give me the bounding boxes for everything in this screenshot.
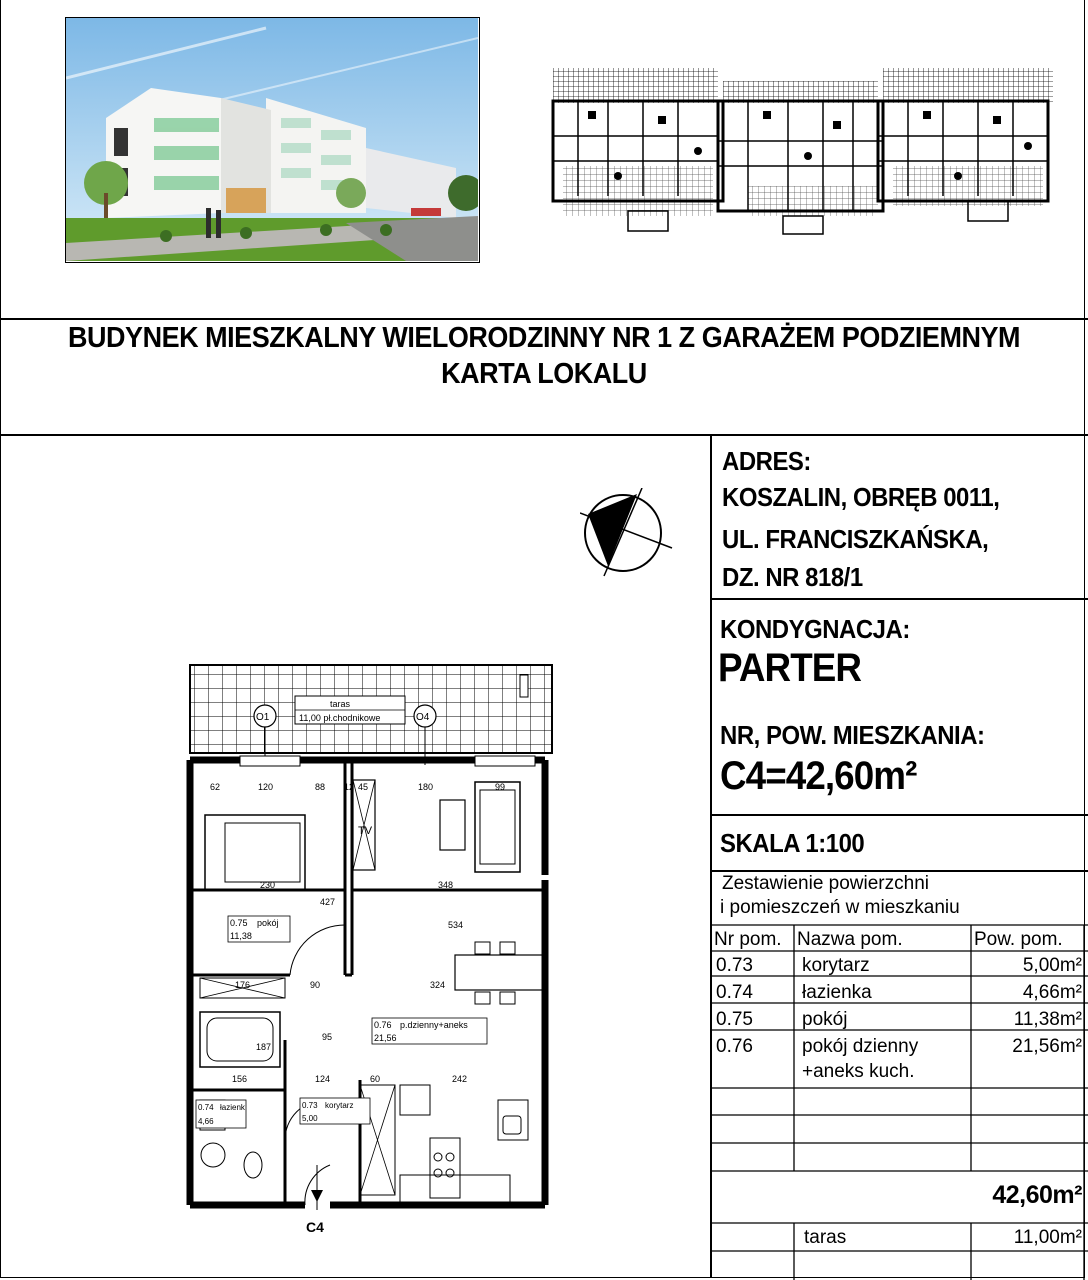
room-073-nr: 0.73 [302,1101,318,1110]
storey-value: PARTER [718,646,862,690]
dimension-label: 176 [235,980,251,990]
dimension-label: 99 [495,782,506,792]
room-074-nr: 0.74 [198,1103,214,1112]
table-cell: 5,00m² [1022,955,1082,976]
table-cell: 0.73 [716,955,753,976]
dimension-label: 242 [452,1074,468,1084]
dimension-label: 120 [258,782,274,792]
apartment-floor-plan [180,660,560,1240]
table-cell: 0.74 [716,982,753,1003]
table-heading: i pomieszczeń w mieszkaniu [720,897,960,918]
dimension-label: 427 [320,897,336,907]
room-076-nr: 0.76 [374,1020,392,1030]
address-label: ADRES: [722,446,811,476]
terrace-tag-area: 11,00 pł.chodnikowe [299,713,381,723]
terrace-area: 11,00m² [1013,1227,1082,1248]
address-line-3: DZ. NR 818/1 [722,562,863,592]
storey-label: KONDYGNACJA: [720,614,910,644]
table-cell: 11,38m² [1013,1009,1082,1030]
terrace-tag: taras [330,699,351,709]
tv-label: TV [358,825,373,837]
apartment-value: C4=42,60m² [720,754,917,798]
total-area: 42,60m² [992,1181,1082,1209]
room-073-name: korytarz [325,1101,354,1110]
divider [712,870,1088,872]
dimension-label: 348 [438,880,454,890]
dimension-label: 534 [448,920,464,930]
dimension-label: 62 [210,782,221,792]
column-header: Nr pom. [714,929,782,950]
axis-right-marker: O4 [416,712,430,723]
divider [712,598,1088,600]
room-076-name: p.dzienny+aneks [400,1020,468,1030]
dimension-label: 95 [322,1032,333,1042]
apartment-label: NR, POW. MIESZKANIA: [720,720,985,750]
north-arrow-icon [580,488,675,578]
building-rendering-image [65,17,480,263]
divider [0,434,1088,436]
page-subtitle: KARTA LOKALU [441,358,647,390]
room-075-area: 11,38 [230,931,252,941]
room-075-name: pokój [257,918,279,928]
room-074-area: 4,66 [198,1117,214,1126]
dimension-label: 12 [344,782,355,792]
divider [712,814,1088,816]
terrace-label: taras [804,1227,847,1248]
dimension-label: 45 [358,782,369,792]
building-floorplan-thumbnail [548,66,1058,236]
dimension-label: 124 [315,1074,331,1084]
room-074-name: łazienk [220,1103,245,1112]
table-cell: 4,66m² [1022,982,1082,1003]
table-cell: 0.75 [716,1009,753,1030]
table-cell: łazienka [802,982,872,1003]
table-cell: +aneks kuch. [802,1061,915,1082]
scale-label: SKALA 1:100 [720,828,865,858]
dimension-label: 230 [260,880,276,890]
room-073-area: 5,00 [302,1114,318,1123]
dimension-label: 90 [310,980,321,990]
dimension-label: 180 [418,782,434,792]
entrance-label: C4 [306,1219,324,1235]
table-heading: Zestawienie powierzchni [722,873,929,894]
table-cell: korytarz [802,955,870,976]
page-title: BUDYNEK MIESZKALNY WIELORODZINNY NR 1 Z GARAŻEM PODZIEMNYM [68,322,1020,354]
column-header: Nazwa pom. [797,929,903,950]
address-line-2: UL. FRANCISZKAŃSKA, [722,524,989,554]
axis-left-marker: O1 [256,712,270,723]
address-line-1: KOSZALIN, OBRĘB 0011, [722,482,1000,512]
title-block [0,320,1088,392]
dimension-label: 187 [256,1042,272,1052]
dimension-label: 324 [430,980,446,990]
column-header: Pow. pom. [974,929,1063,950]
room-075-nr: 0.75 [230,918,248,928]
room-076-area: 21,56 [374,1033,397,1043]
dimension-label: 60 [370,1074,381,1084]
dimension-label: 156 [232,1074,248,1084]
table-cell: 21,56m² [1012,1036,1082,1057]
table-cell: pokój dzienny [802,1036,919,1057]
dimension-label: 88 [315,782,326,792]
table-cell: 0.76 [716,1036,753,1057]
table-cell: pokój [802,1009,848,1030]
